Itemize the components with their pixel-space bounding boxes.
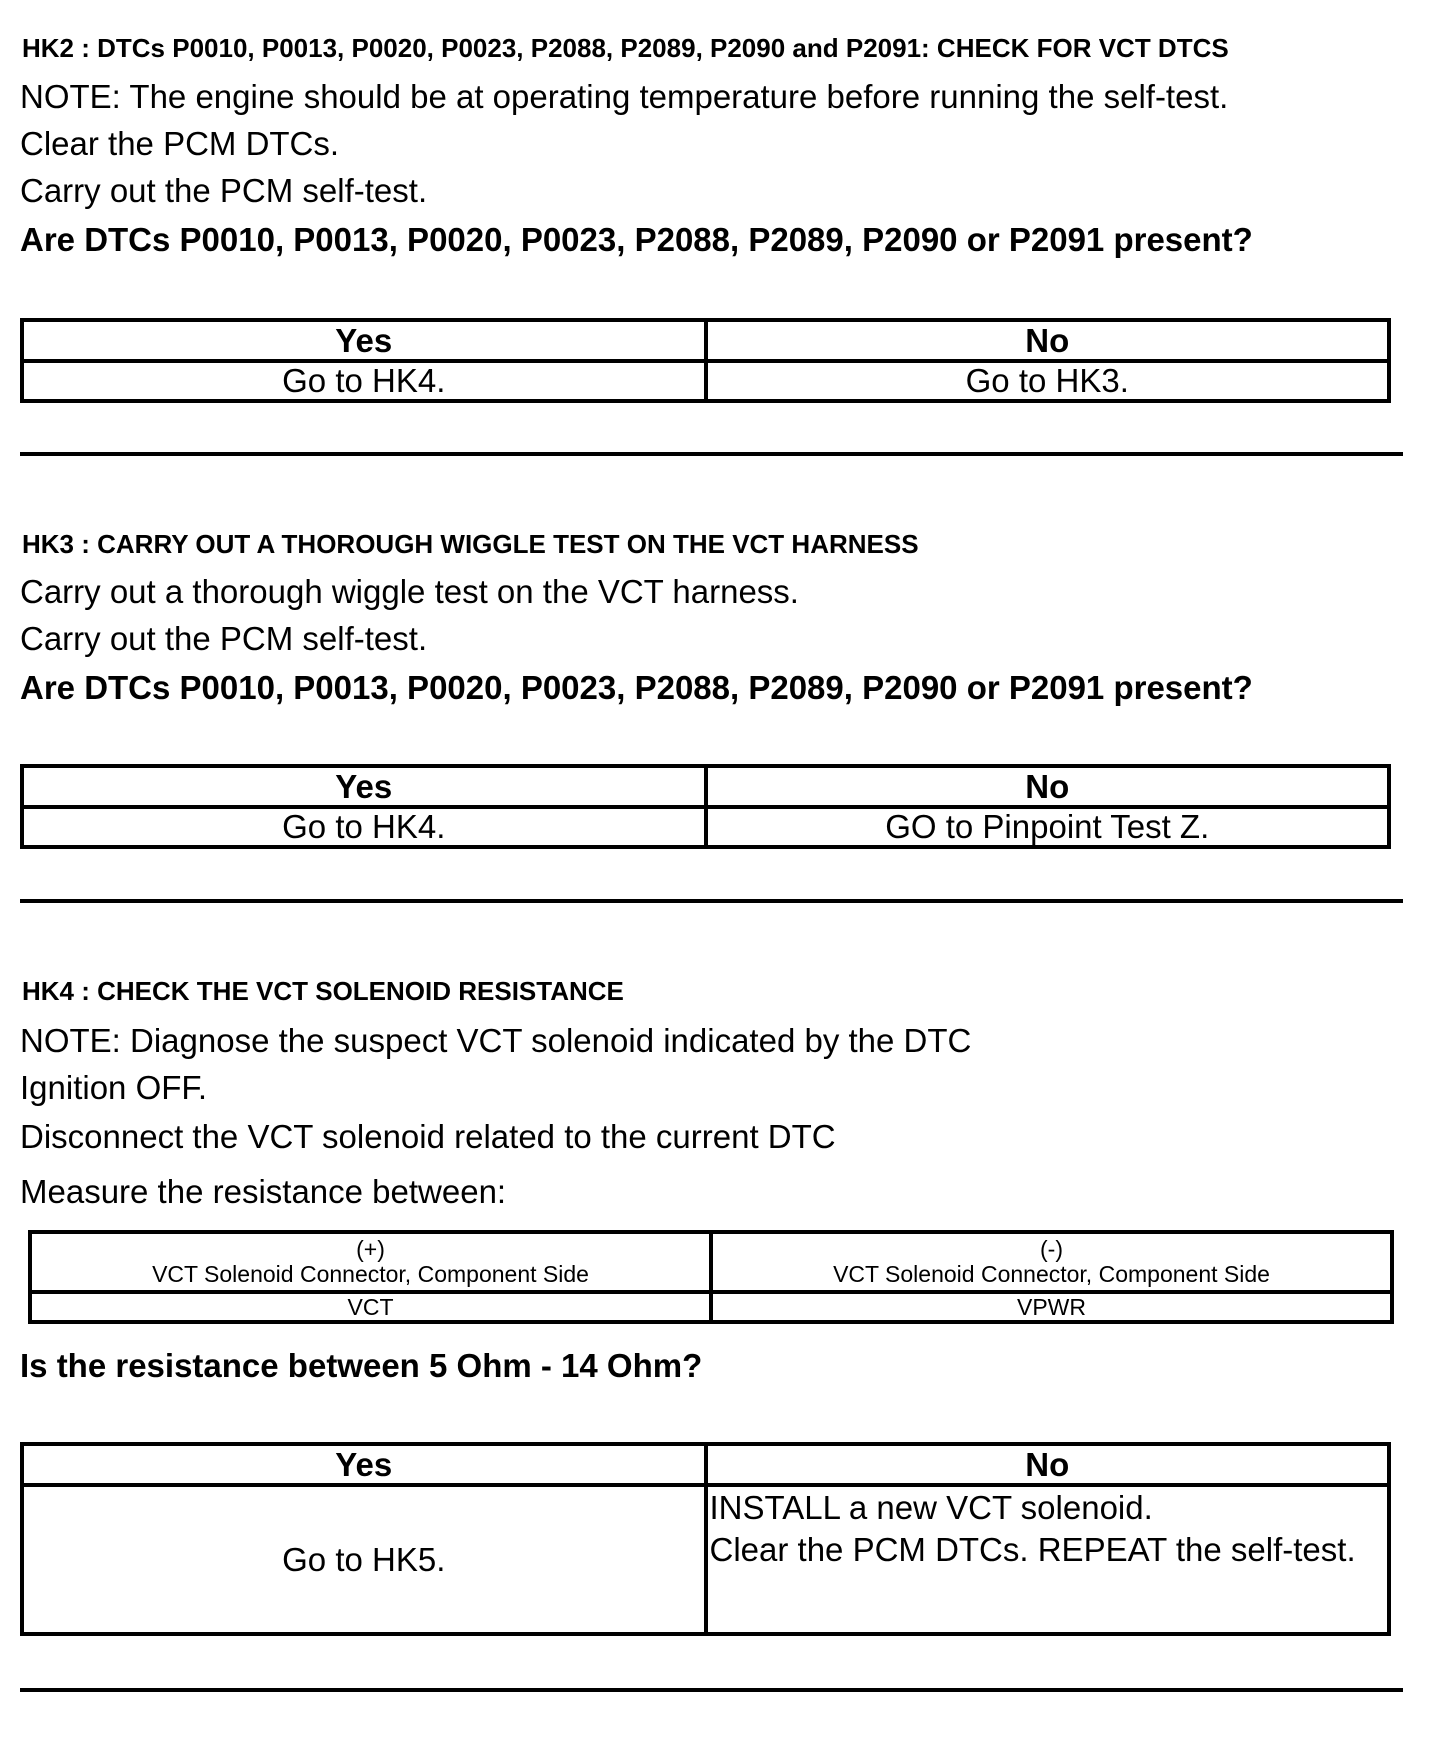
positive-sign: (+) (356, 1236, 385, 1262)
step-title: HK3 : CARRY OUT A THOROUGH WIGGLE TEST ON THE VCT HARNESS (22, 529, 919, 559)
negative-connector-label: VCT Solenoid Connector, Component Side (833, 1261, 1270, 1287)
no-action (706, 1485, 1390, 1634)
no-action: Go to HK3. (706, 361, 1390, 401)
no-action-line: Clear the PCM DTCs. REPEAT the self-test. (709, 1531, 1356, 1568)
negative-terminal-header (711, 1232, 1392, 1292)
instruction-line: Carry out the PCM self-test. (20, 172, 428, 209)
step-title: HK2 : DTCs P0010, P0013, P0020, P0023, P2088, P2089, P2090 and P2091: CHECK FOR VCT DTCS (22, 33, 1229, 63)
yes-action: Go to HK4. (22, 361, 706, 401)
no-action-line: INSTALL a new VCT solenoid. (709, 1489, 1153, 1526)
negative-sign: (-) (1040, 1236, 1063, 1262)
positive-pin: VCT (30, 1292, 711, 1322)
step-title: HK4 : CHECK THE VCT SOLENOID RESISTANCE (22, 976, 624, 1006)
positive-terminal-header (30, 1232, 711, 1292)
instruction-line: NOTE: The engine should be at operating temperature before running the self-test. (20, 78, 1229, 115)
yes-header: Yes (22, 766, 706, 807)
instruction-line: NOTE: Diagnose the suspect VCT solenoid indicated by the DTC (20, 1022, 972, 1059)
measurement-table (28, 1230, 1394, 1324)
instruction-line: Disconnect the VCT solenoid related to the current DTC (20, 1118, 836, 1155)
section-divider (20, 452, 1403, 456)
step-question: Are DTCs P0010, P0013, P0020, P0023, P2088, P2089, P2090 or P2091 present? (20, 221, 1253, 258)
yes-action: Go to HK5. (22, 1485, 706, 1634)
yes-action: Go to HK4. (22, 807, 706, 847)
negative-pin: VPWR (711, 1292, 1392, 1322)
section-divider (20, 899, 1403, 903)
no-action: GO to Pinpoint Test Z. (706, 807, 1390, 847)
yes-no-table (20, 1442, 1391, 1636)
step-question: Is the resistance between 5 Ohm - 14 Ohm? (20, 1347, 703, 1384)
positive-connector-label: VCT Solenoid Connector, Component Side (152, 1261, 589, 1287)
step-question: Are DTCs P0010, P0013, P0020, P0023, P2088, P2089, P2090 or P2091 present? (20, 669, 1253, 706)
instruction-line: Measure the resistance between: (20, 1173, 507, 1210)
yes-no-table (20, 764, 1391, 849)
no-header: No (706, 766, 1390, 807)
no-header: No (706, 1444, 1390, 1485)
yes-no-table (20, 318, 1391, 403)
instruction-line: Ignition OFF. (20, 1069, 208, 1106)
instruction-line: Carry out the PCM self-test. (20, 620, 428, 657)
section-divider (20, 1688, 1403, 1692)
yes-header: Yes (22, 320, 706, 361)
yes-header: Yes (22, 1444, 706, 1485)
instruction-line: Carry out a thorough wiggle test on the VCT harness. (20, 573, 799, 610)
no-header: No (706, 320, 1390, 361)
instruction-line: Clear the PCM DTCs. (20, 125, 340, 162)
